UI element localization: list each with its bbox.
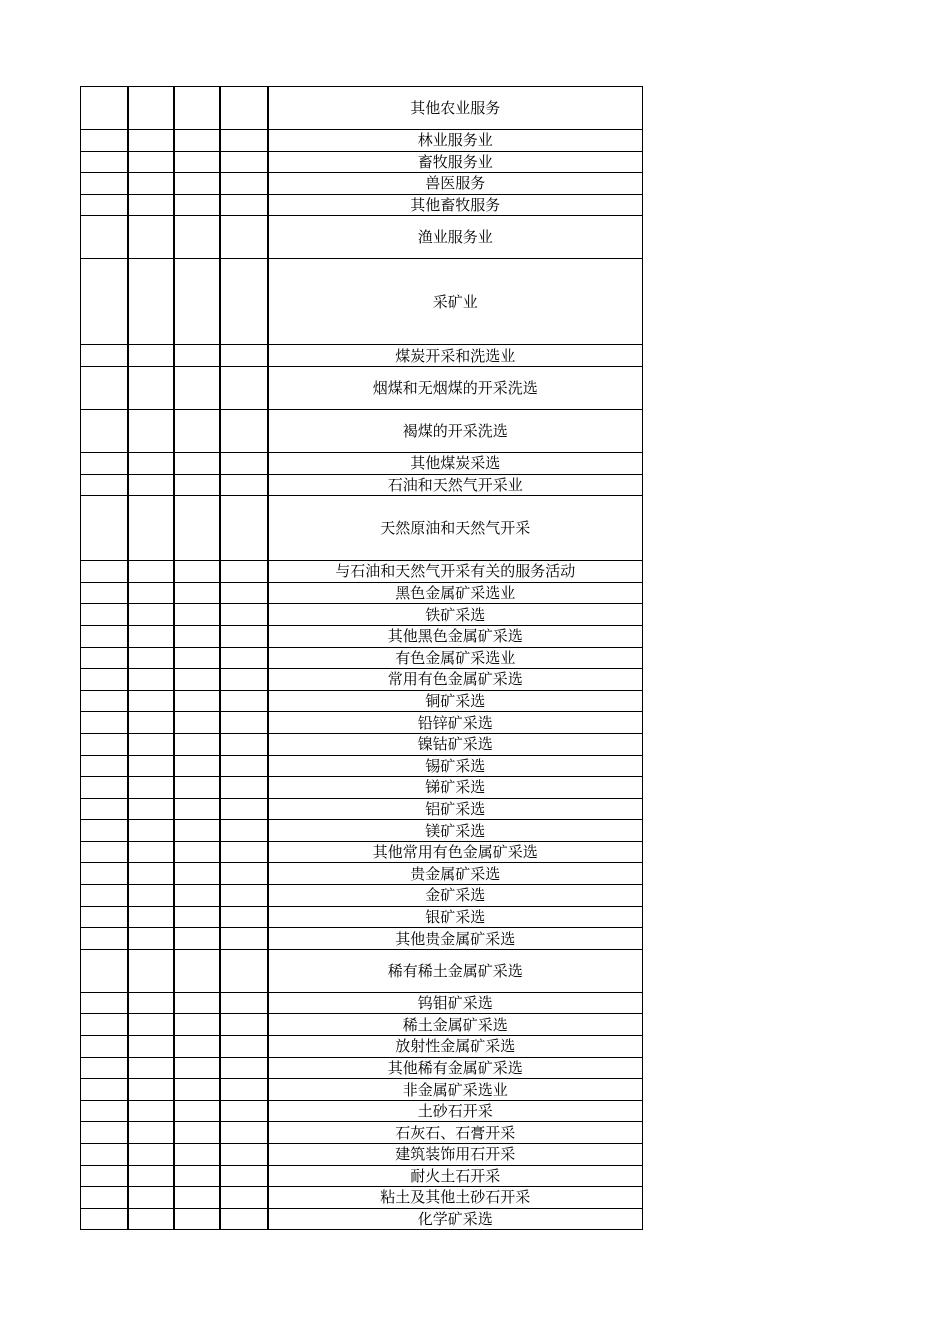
empty-cell[interactable] <box>220 1144 268 1166</box>
empty-cell[interactable] <box>174 841 220 863</box>
industry-name-cell[interactable]: 其他常用有色金属矿采选 <box>268 841 643 863</box>
table-row <box>81 733 643 755</box>
empty-cell[interactable] <box>81 1208 128 1230</box>
industry-name-cell[interactable]: 放射性金属矿采选 <box>268 1036 643 1058</box>
empty-cell[interactable] <box>81 841 128 863</box>
industry-name-cell[interactable]: 铅锌矿采选 <box>268 712 643 734</box>
industry-name-cell[interactable]: 渔业服务业 <box>268 216 643 259</box>
industry-name-cell[interactable]: 石油和天然气开采业 <box>268 474 643 496</box>
empty-cell[interactable] <box>220 130 268 152</box>
empty-cell[interactable] <box>81 604 128 626</box>
empty-cell[interactable] <box>128 669 174 691</box>
industry-name-cell[interactable]: 褐煤的开采洗选 <box>268 409 643 452</box>
empty-cell[interactable] <box>128 798 174 820</box>
empty-cell[interactable] <box>81 561 128 583</box>
table-row <box>81 151 643 173</box>
empty-cell[interactable] <box>220 87 268 130</box>
empty-cell[interactable] <box>81 1100 128 1122</box>
empty-cell[interactable] <box>174 798 220 820</box>
table-row <box>81 216 643 259</box>
empty-cell[interactable] <box>81 820 128 842</box>
empty-cell[interactable] <box>174 582 220 604</box>
empty-cell[interactable] <box>174 1208 220 1230</box>
empty-cell[interactable] <box>128 582 174 604</box>
empty-cell[interactable] <box>174 366 220 409</box>
empty-cell[interactable] <box>81 733 128 755</box>
table-row <box>81 452 643 474</box>
table-row <box>81 259 643 345</box>
industry-name-cell[interactable]: 非金属矿采选业 <box>268 1079 643 1101</box>
table-row <box>81 1187 643 1209</box>
empty-cell[interactable] <box>220 409 268 452</box>
empty-cell[interactable] <box>81 949 128 992</box>
empty-cell[interactable] <box>220 194 268 216</box>
table-row <box>81 1122 643 1144</box>
empty-cell[interactable] <box>174 1014 220 1036</box>
empty-cell[interactable] <box>81 1187 128 1209</box>
empty-cell[interactable] <box>220 173 268 195</box>
table-row <box>81 582 643 604</box>
industry-name-cell[interactable]: 锑矿采选 <box>268 777 643 799</box>
industry-name-cell[interactable]: 常用有色金属矿采选 <box>268 669 643 691</box>
empty-cell[interactable] <box>220 647 268 669</box>
empty-cell[interactable] <box>81 1122 128 1144</box>
empty-cell[interactable] <box>220 1208 268 1230</box>
industry-name-cell[interactable]: 有色金属矿采选业 <box>268 647 643 669</box>
table-row <box>81 194 643 216</box>
industry-name-cell[interactable]: 粘土及其他土砂石开采 <box>268 1187 643 1209</box>
empty-cell[interactable] <box>220 582 268 604</box>
empty-cell[interactable] <box>220 151 268 173</box>
industry-name-cell[interactable]: 兽医服务 <box>268 173 643 195</box>
empty-cell[interactable] <box>174 625 220 647</box>
empty-cell[interactable] <box>81 669 128 691</box>
empty-cell[interactable] <box>81 625 128 647</box>
empty-cell[interactable] <box>174 474 220 496</box>
empty-cell[interactable] <box>81 194 128 216</box>
empty-cell[interactable] <box>174 173 220 195</box>
empty-cell[interactable] <box>220 604 268 626</box>
empty-cell[interactable] <box>128 194 174 216</box>
table-row <box>81 755 643 777</box>
empty-cell[interactable] <box>220 885 268 907</box>
empty-cell[interactable] <box>81 474 128 496</box>
empty-cell[interactable] <box>220 798 268 820</box>
industry-name-cell[interactable]: 稀有稀土金属矿采选 <box>268 949 643 992</box>
table-body <box>81 87 643 1230</box>
industry-name-cell[interactable]: 畜牧服务业 <box>268 151 643 173</box>
empty-cell[interactable] <box>128 863 174 885</box>
table-row <box>81 1100 643 1122</box>
empty-cell[interactable] <box>81 216 128 259</box>
empty-cell[interactable] <box>128 928 174 950</box>
empty-cell[interactable] <box>174 1144 220 1166</box>
empty-cell[interactable] <box>220 1014 268 1036</box>
table-row <box>81 928 643 950</box>
empty-cell[interactable] <box>174 216 220 259</box>
empty-cell[interactable] <box>174 130 220 152</box>
empty-cell[interactable] <box>128 733 174 755</box>
empty-cell[interactable] <box>81 906 128 928</box>
empty-cell[interactable] <box>128 1036 174 1058</box>
industry-name-cell[interactable]: 锡矿采选 <box>268 755 643 777</box>
empty-cell[interactable] <box>128 1187 174 1209</box>
table-row <box>81 820 643 842</box>
industry-name-cell[interactable]: 烟煤和无烟煤的开采洗选 <box>268 366 643 409</box>
empty-cell[interactable] <box>128 1014 174 1036</box>
industry-name-cell[interactable]: 铜矿采选 <box>268 690 643 712</box>
industry-classification-table <box>80 86 643 1230</box>
industry-name-cell[interactable]: 其他农业服务 <box>268 87 643 130</box>
empty-cell[interactable] <box>81 452 128 474</box>
empty-cell[interactable] <box>220 1165 268 1187</box>
empty-cell[interactable] <box>81 992 128 1014</box>
empty-cell[interactable] <box>128 949 174 992</box>
empty-cell[interactable] <box>220 755 268 777</box>
empty-cell[interactable] <box>128 345 174 367</box>
table-row <box>81 561 643 583</box>
empty-cell[interactable] <box>220 474 268 496</box>
empty-cell[interactable] <box>81 366 128 409</box>
table-row <box>81 690 643 712</box>
table-row <box>81 1014 643 1036</box>
table-row <box>81 173 643 195</box>
empty-cell[interactable] <box>128 1208 174 1230</box>
industry-name-cell[interactable]: 钨钼矿采选 <box>268 992 643 1014</box>
empty-cell[interactable] <box>220 1100 268 1122</box>
empty-cell[interactable] <box>220 841 268 863</box>
table-row <box>81 669 643 691</box>
industry-name-cell[interactable]: 铝矿采选 <box>268 798 643 820</box>
table-row <box>81 1057 643 1079</box>
empty-cell[interactable] <box>128 452 174 474</box>
empty-cell[interactable] <box>81 928 128 950</box>
empty-cell[interactable] <box>128 647 174 669</box>
empty-cell[interactable] <box>81 130 128 152</box>
empty-cell[interactable] <box>81 173 128 195</box>
empty-cell[interactable] <box>174 151 220 173</box>
empty-cell[interactable] <box>81 1079 128 1101</box>
empty-cell[interactable] <box>220 1122 268 1144</box>
empty-cell[interactable] <box>128 906 174 928</box>
industry-name-cell[interactable]: 林业服务业 <box>268 130 643 152</box>
empty-cell[interactable] <box>81 798 128 820</box>
empty-cell[interactable] <box>174 1036 220 1058</box>
empty-cell[interactable] <box>220 1079 268 1101</box>
empty-cell[interactable] <box>81 259 128 345</box>
empty-cell[interactable] <box>128 1079 174 1101</box>
empty-cell[interactable] <box>128 777 174 799</box>
empty-cell[interactable] <box>128 1165 174 1187</box>
empty-cell[interactable] <box>81 863 128 885</box>
table-row <box>81 906 643 928</box>
empty-cell[interactable] <box>128 561 174 583</box>
empty-cell[interactable] <box>81 755 128 777</box>
industry-name-cell[interactable]: 金矿采选 <box>268 885 643 907</box>
empty-cell[interactable] <box>174 1100 220 1122</box>
table-row <box>81 1144 643 1166</box>
empty-cell[interactable] <box>174 194 220 216</box>
empty-cell[interactable] <box>128 151 174 173</box>
empty-cell[interactable] <box>174 992 220 1014</box>
industry-name-cell[interactable]: 其他稀有金属矿采选 <box>268 1057 643 1079</box>
empty-cell[interactable] <box>128 820 174 842</box>
empty-cell[interactable] <box>174 561 220 583</box>
empty-cell[interactable] <box>81 647 128 669</box>
empty-cell[interactable] <box>174 949 220 992</box>
industry-name-cell[interactable]: 贵金属矿采选 <box>268 863 643 885</box>
empty-cell[interactable] <box>220 452 268 474</box>
table-row <box>81 345 643 367</box>
table-row <box>81 885 643 907</box>
empty-cell[interactable] <box>174 1187 220 1209</box>
empty-cell[interactable] <box>174 345 220 367</box>
empty-cell[interactable] <box>128 87 174 130</box>
empty-cell[interactable] <box>220 496 268 561</box>
empty-cell[interactable] <box>128 474 174 496</box>
table-row <box>81 798 643 820</box>
industry-name-cell[interactable]: 化学矿采选 <box>268 1208 643 1230</box>
empty-cell[interactable] <box>128 366 174 409</box>
table-row <box>81 604 643 626</box>
table-row <box>81 992 643 1014</box>
table-row <box>81 1208 643 1230</box>
table-row <box>81 777 643 799</box>
empty-cell[interactable] <box>220 625 268 647</box>
empty-cell[interactable] <box>220 949 268 992</box>
empty-cell[interactable] <box>128 1100 174 1122</box>
empty-cell[interactable] <box>220 863 268 885</box>
empty-cell[interactable] <box>174 777 220 799</box>
empty-cell[interactable] <box>220 733 268 755</box>
industry-name-cell[interactable]: 其他黑色金属矿采选 <box>268 625 643 647</box>
empty-cell[interactable] <box>128 992 174 1014</box>
empty-cell[interactable] <box>128 841 174 863</box>
empty-cell[interactable] <box>174 733 220 755</box>
table-row <box>81 863 643 885</box>
empty-cell[interactable] <box>81 690 128 712</box>
table-row <box>81 625 643 647</box>
industry-name-cell[interactable]: 稀土金属矿采选 <box>268 1014 643 1036</box>
empty-cell[interactable] <box>220 906 268 928</box>
empty-cell[interactable] <box>128 216 174 259</box>
empty-cell[interactable] <box>220 345 268 367</box>
industry-name-cell[interactable]: 黑色金属矿采选业 <box>268 582 643 604</box>
industry-name-cell[interactable]: 土砂石开采 <box>268 1100 643 1122</box>
table-row <box>81 647 643 669</box>
empty-cell[interactable] <box>128 625 174 647</box>
empty-cell[interactable] <box>128 259 174 345</box>
empty-cell[interactable] <box>220 992 268 1014</box>
industry-name-cell[interactable]: 石灰石、石膏开采 <box>268 1122 643 1144</box>
empty-cell[interactable] <box>174 1079 220 1101</box>
empty-cell[interactable] <box>81 712 128 734</box>
empty-cell[interactable] <box>81 496 128 561</box>
empty-cell[interactable] <box>174 712 220 734</box>
empty-cell[interactable] <box>81 87 128 130</box>
empty-cell[interactable] <box>174 87 220 130</box>
empty-cell[interactable] <box>220 561 268 583</box>
empty-cell[interactable] <box>174 906 220 928</box>
empty-cell[interactable] <box>174 863 220 885</box>
empty-cell[interactable] <box>220 259 268 345</box>
table-row <box>81 409 643 452</box>
empty-cell[interactable] <box>220 820 268 842</box>
empty-cell[interactable] <box>220 690 268 712</box>
empty-cell[interactable] <box>81 1165 128 1187</box>
table-row <box>81 474 643 496</box>
industry-name-cell[interactable]: 建筑装饰用石开采 <box>268 1144 643 1166</box>
empty-cell[interactable] <box>220 928 268 950</box>
empty-cell[interactable] <box>174 259 220 345</box>
empty-cell[interactable] <box>220 366 268 409</box>
empty-cell[interactable] <box>81 885 128 907</box>
empty-cell[interactable] <box>174 885 220 907</box>
industry-name-cell[interactable]: 银矿采选 <box>268 906 643 928</box>
table-row <box>81 496 643 561</box>
empty-cell[interactable] <box>81 582 128 604</box>
empty-cell[interactable] <box>174 690 220 712</box>
table-row <box>81 130 643 152</box>
empty-cell[interactable] <box>174 604 220 626</box>
empty-cell[interactable] <box>220 669 268 691</box>
empty-cell[interactable] <box>128 712 174 734</box>
empty-cell[interactable] <box>220 1057 268 1079</box>
table-row <box>81 1036 643 1058</box>
empty-cell[interactable] <box>128 173 174 195</box>
empty-cell[interactable] <box>81 1057 128 1079</box>
empty-cell[interactable] <box>128 1122 174 1144</box>
industry-name-cell[interactable]: 天然原油和天然气开采 <box>268 496 643 561</box>
industry-name-cell[interactable]: 其他煤炭采选 <box>268 452 643 474</box>
industry-name-cell[interactable]: 其他畜牧服务 <box>268 194 643 216</box>
industry-name-cell[interactable]: 铁矿采选 <box>268 604 643 626</box>
empty-cell[interactable] <box>220 1187 268 1209</box>
empty-cell[interactable] <box>128 409 174 452</box>
industry-name-cell[interactable]: 煤炭开采和洗选业 <box>268 345 643 367</box>
empty-cell[interactable] <box>174 496 220 561</box>
empty-cell[interactable] <box>128 885 174 907</box>
industry-name-cell[interactable]: 采矿业 <box>268 259 643 345</box>
empty-cell[interactable] <box>220 1036 268 1058</box>
industry-name-cell[interactable]: 其他贵金属矿采选 <box>268 928 643 950</box>
table-row <box>81 87 643 130</box>
empty-cell[interactable] <box>174 409 220 452</box>
table-row <box>81 949 643 992</box>
empty-cell[interactable] <box>128 690 174 712</box>
empty-cell[interactable] <box>128 496 174 561</box>
empty-cell[interactable] <box>220 777 268 799</box>
empty-cell[interactable] <box>81 409 128 452</box>
empty-cell[interactable] <box>220 712 268 734</box>
industry-name-cell[interactable]: 耐火土石开采 <box>268 1165 643 1187</box>
empty-cell[interactable] <box>81 345 128 367</box>
empty-cell[interactable] <box>174 1122 220 1144</box>
empty-cell[interactable] <box>174 1057 220 1079</box>
table-row <box>81 1079 643 1101</box>
empty-cell[interactable] <box>128 755 174 777</box>
empty-cell[interactable] <box>81 1014 128 1036</box>
empty-cell[interactable] <box>174 452 220 474</box>
empty-cell[interactable] <box>174 669 220 691</box>
industry-name-cell[interactable]: 与石油和天然气开采有关的服务活动 <box>268 561 643 583</box>
empty-cell[interactable] <box>81 1144 128 1166</box>
table-row <box>81 712 643 734</box>
empty-cell[interactable] <box>128 1144 174 1166</box>
empty-cell[interactable] <box>81 151 128 173</box>
industry-name-cell[interactable]: 镁矿采选 <box>268 820 643 842</box>
empty-cell[interactable] <box>174 928 220 950</box>
empty-cell[interactable] <box>174 647 220 669</box>
industry-name-cell[interactable]: 镍钴矿采选 <box>268 733 643 755</box>
empty-cell[interactable] <box>220 216 268 259</box>
table-row <box>81 841 643 863</box>
empty-cell[interactable] <box>128 130 174 152</box>
empty-cell[interactable] <box>128 604 174 626</box>
empty-cell[interactable] <box>174 755 220 777</box>
empty-cell[interactable] <box>128 1057 174 1079</box>
empty-cell[interactable] <box>174 1165 220 1187</box>
empty-cell[interactable] <box>174 820 220 842</box>
table-row <box>81 366 643 409</box>
table-row <box>81 1165 643 1187</box>
empty-cell[interactable] <box>81 777 128 799</box>
empty-cell[interactable] <box>81 1036 128 1058</box>
